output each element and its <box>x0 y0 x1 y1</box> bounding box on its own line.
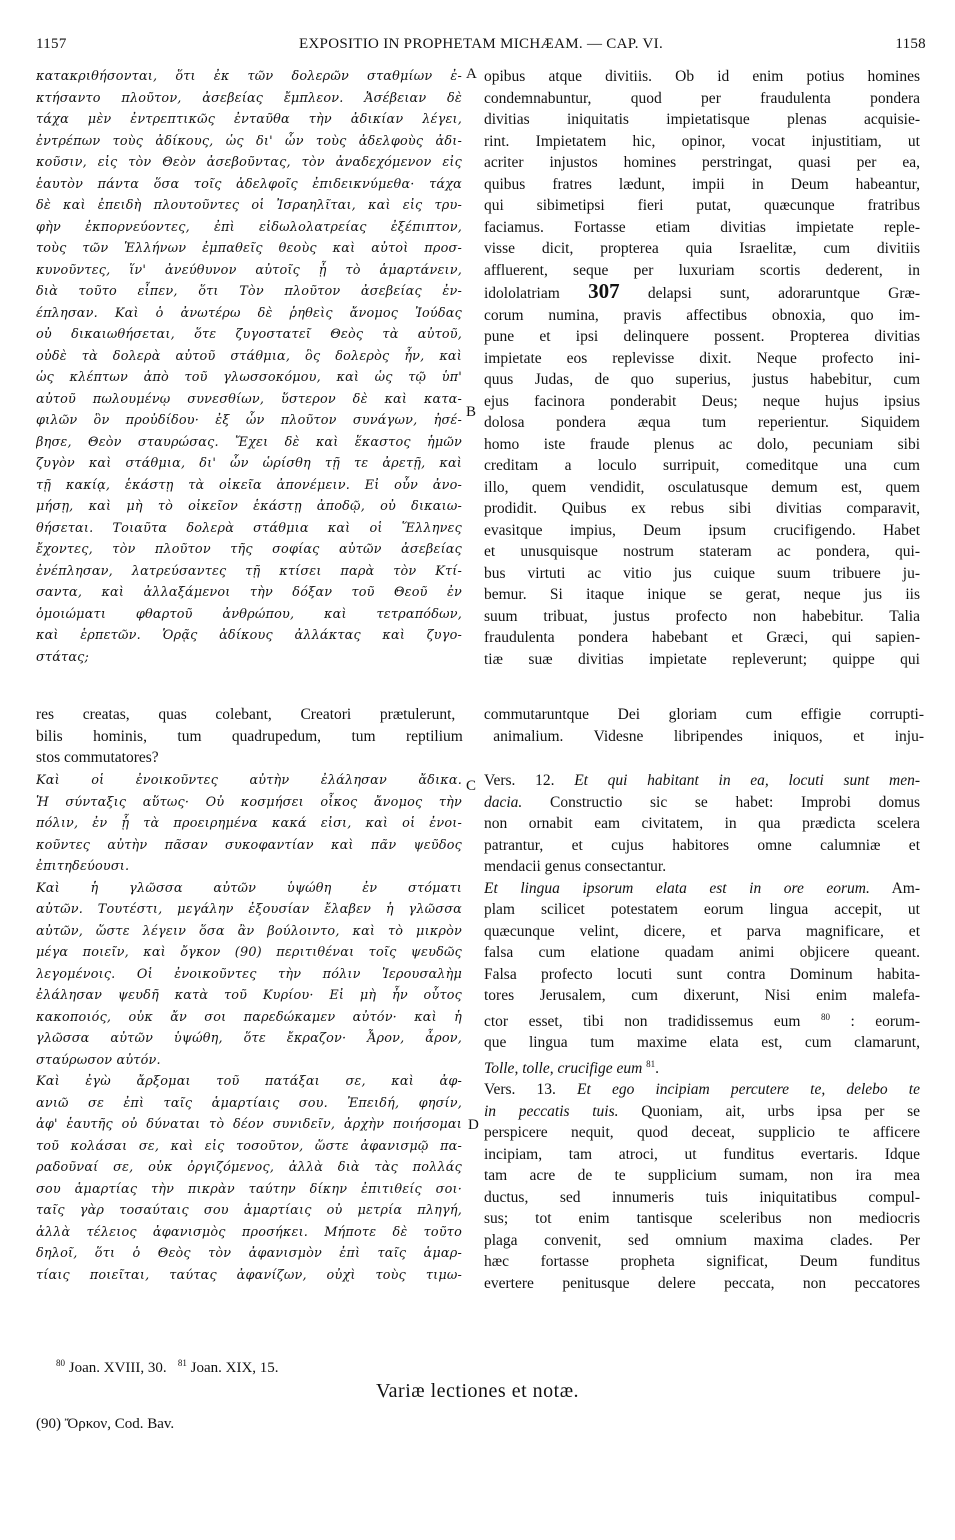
latin-line: evertere penitusque delere peccata, non peccatores <box>484 1274 920 1292</box>
greek-line: γλῶσσα αὐτῶν ὑψώθη, ὅτε ἔκραζον· Ἆρον, ἆρον, <box>36 1031 462 1046</box>
latin-line: perspicere nequit, quod deceat, supplicio te afficere <box>484 1124 920 1142</box>
latin-line: et unusquisque nostrum stateram ac pondera, qui- <box>484 543 920 560</box>
latin-line: corum numina, pravis affectibus obnoxia, quo im- <box>484 306 920 324</box>
greek-line: δὲ καὶ ἐπειδὴ πλουτοῦντες οἱ Ἰσραηλῖται, καὶ εἰς τρυ- <box>36 198 462 213</box>
latin-line-307: idololatriam 307 delapsi sunt, adoraruntque Græ- <box>484 281 920 303</box>
latin-line: non ornabit eam civitatem, in qua prædicta scelera <box>484 815 920 832</box>
greek-line: Καὶ οἱ ἐνοικοῦντες αὐτὴν ἐλάλησαν ἄδικα. <box>36 773 462 788</box>
variant-note-90: (90) Ὄρκον, Cod. Bav. <box>36 1416 175 1432</box>
greek-line: φιλῶν ὃν προὐδίδου· ἐξ ὧν πλοῦτον συνάγων, ἠσέ- <box>36 413 462 428</box>
latin-line: condemnabuntur, quod per fraudulenta pondera <box>484 89 920 107</box>
latin-line: impietate eos replevisse dixit. Neque profecto ini- <box>484 349 920 367</box>
greek-line: δηλοῖ, ὅτι ὁ Θεὸς τὸν ἀφανισμὸν ἐπὶ ταῖς ἁμαρ- <box>36 1246 462 1261</box>
greek-line: μέγα ποιεῖν, καὶ ὄγκον (90) περιτιθέναι τοῖς ψευδῶς <box>36 945 462 960</box>
vers-12-line: Vers. 12. Et qui habitant in ea, locuti sunt men- <box>484 772 920 789</box>
greek-line: ἑαυτὸν πάντα ὅσα τοῖς ἀδελφοῖς ἐπιδεικνύμεθα· τάχα <box>36 176 462 192</box>
latin-line: patrantur, et cujus habitores omne calumniæ et <box>484 836 920 854</box>
greek-line: ζυγὸν καὶ στάθμια, δι' ὧν ὡρίσθη τῇ τε ἀρετῇ, καὶ <box>36 456 462 471</box>
greek-column-top <box>36 66 462 668</box>
greek-line: τίαις ποιεῖται, ταύτας ἀφανίζων, οὐχὶ τοὺς τιμω- <box>36 1267 462 1283</box>
greek-line: κτήσαντο πλοῦτον, ἀσεβείας ἔμπλεον. Ἀσέβειαν δὲ <box>36 90 462 106</box>
margin-marker-d: D <box>468 1117 479 1133</box>
greek-line: ἐπιτηδεύουσι. <box>36 859 130 874</box>
latin-line: mendacii genus consectantur. <box>484 858 667 875</box>
latin-line: acriter injustos homines perstringat, quasi per ea, <box>484 154 920 171</box>
footnote-ref-81[interactable]: 81 <box>646 1058 656 1069</box>
greek-line: σαντα, καὶ ἀλλαξάμενοι τὴν δόξαν τοῦ Θεοῦ ἐν <box>36 585 462 600</box>
greek-line: ἀφ' ἑαυτῆς οὐ δύναται τὸ δέον συνιδεῖν, ἀρχὴν ποιήσομαι <box>36 1117 462 1132</box>
latin-line: affluerent, seque per luxuriam scortis dederent, in <box>484 261 920 279</box>
latin-line: evasitque impius, Deum ipsum crucifigendo. Habet <box>484 521 920 539</box>
latin-column-top <box>484 66 920 670</box>
footnote-80-number: 80 <box>56 1358 65 1368</box>
greek-line: σταύρωσον αὐτόν. <box>36 1052 161 1068</box>
greek-line: ὡς κλέπτων ἀπὸ τοῦ γλωσσοκόμου, καὶ ὡς τῷ ὑπ' <box>36 370 462 385</box>
latin-column-bottom: Vers. 12. Et qui habitant in ea, locuti sunt men- dacia. Constructio sic se habet: Improbi domus non ornabit eam civitatem, in qua prædicta scelera patrantur, et cujus habitores omne calumniæ et mendacii genus consectantur. Et lingua ipsorum elata est in ore eorum. Am- plam scilicet potestatem eorum lingua accepit, ut quæcunque velint, dicere, et parva magnificare, et falsa cum elatione quadam animi objicere queant. Falsa profecto locuti sunt contra Dominum habita- tores Jerusalem, cum dixerunt, Nisi enim malefa- ctor esset, tibi non tradidissemus eum $^{80}$ : eorum- que lingua tum maxime elata est, cum clamarunt, Tolle, tolle, crucifige eum $^{81}$. Vers. 13. Et ego incipiam percutere te, delebo te in peccatis tuis. Quoniam, ait, urbs ipsa per se perspicere nequit, quod deceat, supplicio te afficere incipiam, tam atroci, ut funditus evertaris. Idque tam acre de te supplicium sumam, non ira mea ductus, sed innumeris tuis iniquitatibus compul- sus; tot enim tantisque sceleribus non mediocris plaga convenit, sed omnium maxima clades. Per hæc fortasse propheta significat, Deum funditus evertere penitusque delere peccata, non peccatores <box>484 770 920 1294</box>
greek-line: ραδοῦναί σε, οὐκ ὀργιζόμενος, ἀλλὰ διὰ τὰς πολλάς <box>36 1160 462 1175</box>
latin-line: rint. Impietatem hic, opinor, vocat injustitiam, ut <box>484 132 920 150</box>
greek-line: ανιῶ σε ἐπὶ ταῖς ἁμαρτίαις σου. Ἐπειδή, φησίν, <box>36 1095 462 1111</box>
full-width-line: bilis hominis, tum quadrupedum, tum reptilium animalium. Videsne libripendes iniquos, et inju- <box>36 727 924 745</box>
latin-line: qui sibimetipsi fieri putat, quæcunque fratribus <box>484 197 920 214</box>
full-width-line: res creatas, quas colebant, Creatori prætulerunt, commutaruntque Dei gloriam cum effigie corrupti- <box>36 706 924 723</box>
latin-line: ejus facinora ponderabit Deus; neque hujus ipsius <box>484 392 920 410</box>
margin-marker-a: A <box>466 66 477 82</box>
latin-line: fraudulenta pondera habebant et Græci, qui sapien- <box>484 629 920 646</box>
latin-line: plaga convenit, sed omnium maxima clades. Per <box>484 1231 920 1249</box>
greek-line: αὐτοῦ πωλουμένῳ συνεσθίων, ὕστερον δὲ καὶ κατα- <box>36 391 462 407</box>
margin-marker-c: C <box>466 778 477 794</box>
page-number-left: 1157 <box>36 36 67 52</box>
latin-line: hæc fortasse propheta significat, Deum funditus <box>484 1253 920 1271</box>
footnote-80-text: Joan. XVIII, 30. <box>65 1360 167 1376</box>
greek-line: κυνοῦντες, ἵν' ἀνεύθυνον αὐτοῖς ᾖ τὸ ἁμαρτάνειν, <box>36 262 462 278</box>
vers-13-line: Vers. 13. Et ego incipiam percutere te, delebo te <box>484 1081 920 1099</box>
latin-line: dolosa pondera æqua tum reperientur. Siquidem <box>484 414 920 431</box>
greek-line: Καὶ ἐγὼ ἄρξομαι τοῦ πατάξαι σε, καὶ ἀφ- <box>36 1074 462 1089</box>
greek-line: κακοποιός, οὐκ ἄν σοι παρεδώκαμεν αὐτόν· καὶ ἡ <box>36 1009 462 1025</box>
latin-line: sus; tot enim tantisque sceleribus non mediocris <box>484 1210 920 1228</box>
greek-line: ὁμοιώματι φθαρτοῦ ἀνθρώπου, καὶ τετραπόδων, <box>36 606 462 622</box>
greek-line: ἐλάλησαν ψευδῆ κατὰ τοῦ Κυρίου· Εἰ μὴ ἦν οὗτος <box>36 988 462 1003</box>
greek-line: ταῖς γὰρ τοσαύταις σου ἁμαρτίαις οὐ μετρία πληγή, <box>36 1203 462 1218</box>
greek-line: έπλησαν. Καὶ ὁ ἀνωτέρω δὲ ῥηθεὶς ἄνομος Ἰούδας <box>36 305 462 321</box>
greek-line: στάτας; <box>36 649 90 665</box>
latin-line: quæcunque velint, dicere, et parva magnificare, et <box>484 922 920 940</box>
footnote-ref-80[interactable]: 80 <box>820 1011 830 1022</box>
greek-line: ἐντρέπων τοὺς ἀδίκους, ὡς δι' ὧν τοὺς ἀδελφοὺς ἀδι- <box>36 133 462 149</box>
greek-line: τάχα μὲν ἐντρεπτικῶς ἐνταῦθα τὴν ἀδικίαν λέγει, <box>36 112 462 127</box>
greek-line: αὐτῶν. Τουτέστι, μεγάλην ἐξουσίαν ἔλαβεν ἡ γλῶσσα <box>36 902 462 917</box>
latin-line: suum tribuat, justus profecto non habebitur. Talia <box>484 607 920 625</box>
variae-lectiones-heading: Variæ lectiones et notæ. <box>375 1380 580 1402</box>
greek-line: κατακριθήσονται, ὅτι ἐκ τῶν δολερῶν σταθμίων ἐ- <box>36 69 462 84</box>
latin-line: illo, quem vendidit, osculatusque demum est, quem <box>484 478 920 496</box>
latin-line: homo iste fraude plenus ac dolo, pecuniam sibi <box>484 435 920 453</box>
greek-line: οὐδὲ τὰ δολερὰ αὐτοῦ στάθμια, ὃς δολερὸς ἦν, καὶ <box>36 348 462 364</box>
latin-line: tiæ suæ divitias impietate repleverunt; quippe qui <box>484 650 920 668</box>
latin-line: plam scilicet potestatem eorum lingua accepit, ut <box>484 901 920 918</box>
greek-line: λεγομένοις. Οἱ ἐνοικοῦντες τὴν πόλιν Ἱερουσαλὴμ <box>36 966 462 982</box>
running-title: EXPOSITIO IN PROPHETAM MICHÆAM. — CAP. VI. <box>298 36 664 52</box>
greek-line: ἔχοντες, τὸν πλοῦτον τῆς σοφίας αὐτῶν ἀσεβείας <box>36 542 462 557</box>
full-width-line: stos commutatores? <box>36 749 159 766</box>
greek-column-bottom <box>36 770 462 1286</box>
latin-line: Falsa profecto locuti sunt contra Dominum habita- <box>484 965 920 983</box>
latin-line: ductus, sed innumeris tuis iniquitatibus compul- <box>484 1188 920 1206</box>
latin-line: tores Jerusalem, cum dixerunt, Nisi enim malefa- <box>484 987 920 1004</box>
greek-line: Καὶ ἡ γλῶσσα αὐτῶν ὑψώθη ἐν στόματι <box>36 880 462 896</box>
greek-line: ἀλλὰ τέλειος ἀφανισμὸς προσήκει. Μήποτε δὲ τοῦτο <box>36 1224 462 1240</box>
greek-line: κοῦντες αὐτὴν πᾶσαν συκοφαντίαν καὶ πᾶν ψεῦδος <box>36 837 462 853</box>
greek-line: πόλιν, ἐν ᾗ τὰ προειρημένα κακά εἰσι, καὶ οἱ ἐνοι- <box>36 816 462 831</box>
latin-line: pune et ipsi delinquere possent. Propterea divitias <box>484 328 920 345</box>
greek-line: οὐ δικαιωθήσεται, ὅτε ζυγοστατεῖ Θεὸς τὰ αὐτοῦ, <box>36 327 462 342</box>
full-width-paragraph <box>36 704 924 769</box>
latin-line: tam acre de te supplicium sumam, non ira mea <box>484 1167 920 1185</box>
latin-line: creditam a loculo surripuit, comeditque una cum <box>484 457 920 474</box>
footnote-81-number: 81 <box>177 1358 187 1368</box>
latin-line: falsa cum elatione quadam animi objicere queant. <box>484 944 920 961</box>
latin-line: divitias iniquitatis impietatisque plenas acquisie- <box>484 111 920 128</box>
latin-line: bemur. Si itaque inique se gerat, neque jus iis <box>484 586 920 603</box>
latin-line: bus virtuti ac vitio jus cuique suum tribuere ju- <box>484 564 920 582</box>
greek-line: τοῦ κολάσαι σε, καὶ εἰς τοσοῦτον, ὥστε ἀφανισμῷ πα- <box>36 1138 462 1154</box>
greek-line: Ἡ σύνταξις αὕτως· Οὐ κοσμήσει οἶκος ἄνομος τὴν <box>36 794 462 810</box>
latin-line: quus Judas, de quo superius, justus habebitur, cum <box>484 371 920 388</box>
latin-line: faciamus. Fortasse etiam divitias impietate reple- <box>484 218 920 236</box>
greek-line: βησε, Θεὸν σταυρώσας. Ἔχει δὲ καὶ ἕκαστος ἡμῶν <box>36 434 462 450</box>
greek-line: θήσεται. Τοιαῦτα δολερὰ στάθμια καὶ οἱ Ἕλληνες <box>36 520 462 536</box>
greek-line: διὰ τοῦτο εἶπεν, ὅτι Τὸν πλοῦτον ἀσεβείας ἐν- <box>36 284 462 299</box>
greek-line: κοῦσιν, εἰς τὸν Θεὸν ἀσεβοῦντας, τὸν ἀναδεχόμενον εἰς <box>36 155 462 170</box>
latin-line: incipiam, tam atroci, ut funditus evertaris. Idque <box>484 1145 920 1163</box>
latin-line: quibus fratres lædunt, impii in Deum habeantur, <box>484 175 920 193</box>
greek-line: τοὺς τῶν Ἑλλήνων ἐμπαθεῖς θεοὺς καὶ αὐτοὶ προσ- <box>36 241 462 256</box>
latin-line: visse dicit, propterea quia Israelitæ, cum divitiis <box>484 240 920 257</box>
page-number-right: 1158 <box>895 36 926 52</box>
greek-line: τῇ κακίᾳ, ἑκάστῃ τὰ οἰκεῖα ἀπονέμειν. Εἰ οὖν ἀνο- <box>36 477 462 493</box>
running-header <box>36 36 926 56</box>
greek-line: αὐτῶν, ὥστε λέγειν ὅσα ἂν βούλοιντο, καὶ τὸ μικρὸν <box>36 923 462 939</box>
greek-line: σου ἁμαρτίας τὴν πικρὰν ταύτην δίκην ἐπιτιθείς σοι· <box>36 1181 462 1197</box>
greek-line: ἐνέπλησαν, λατρεύσαντες τῇ κτίσει παρὰ τὸν Κτί- <box>36 563 462 579</box>
margin-marker-b: B <box>466 404 477 420</box>
greek-line: μήσῃ, καὶ μὴ τὸ οἰκεῖον ἑκάστῃ ἀποδῷ, οὐ δικαιω- <box>36 499 462 514</box>
footnotes <box>56 1358 279 1377</box>
footnote-81-text: Joan. XIX, 15. <box>186 1360 279 1376</box>
greek-line: καὶ ἑρπετῶν. Ὁρᾷς ἀδίκους ἀλλάκτας καὶ ζυγο- <box>36 628 462 643</box>
column-number-307: 307 <box>588 281 620 303</box>
lemma-lingua: Et lingua ipsorum elata est in ore eorum. Am- <box>484 879 920 897</box>
latin-line: opibus atque divitiis. Ob id enim potius homines <box>484 68 920 85</box>
greek-line: φὴν ἐκπορνεύοντες, ἐπὶ εἰδωλολατρείας ἐξέπιπτον, <box>36 219 462 235</box>
latin-line: prodidit. Quibus ex rebus sibi divitias comparavit, <box>484 500 920 517</box>
